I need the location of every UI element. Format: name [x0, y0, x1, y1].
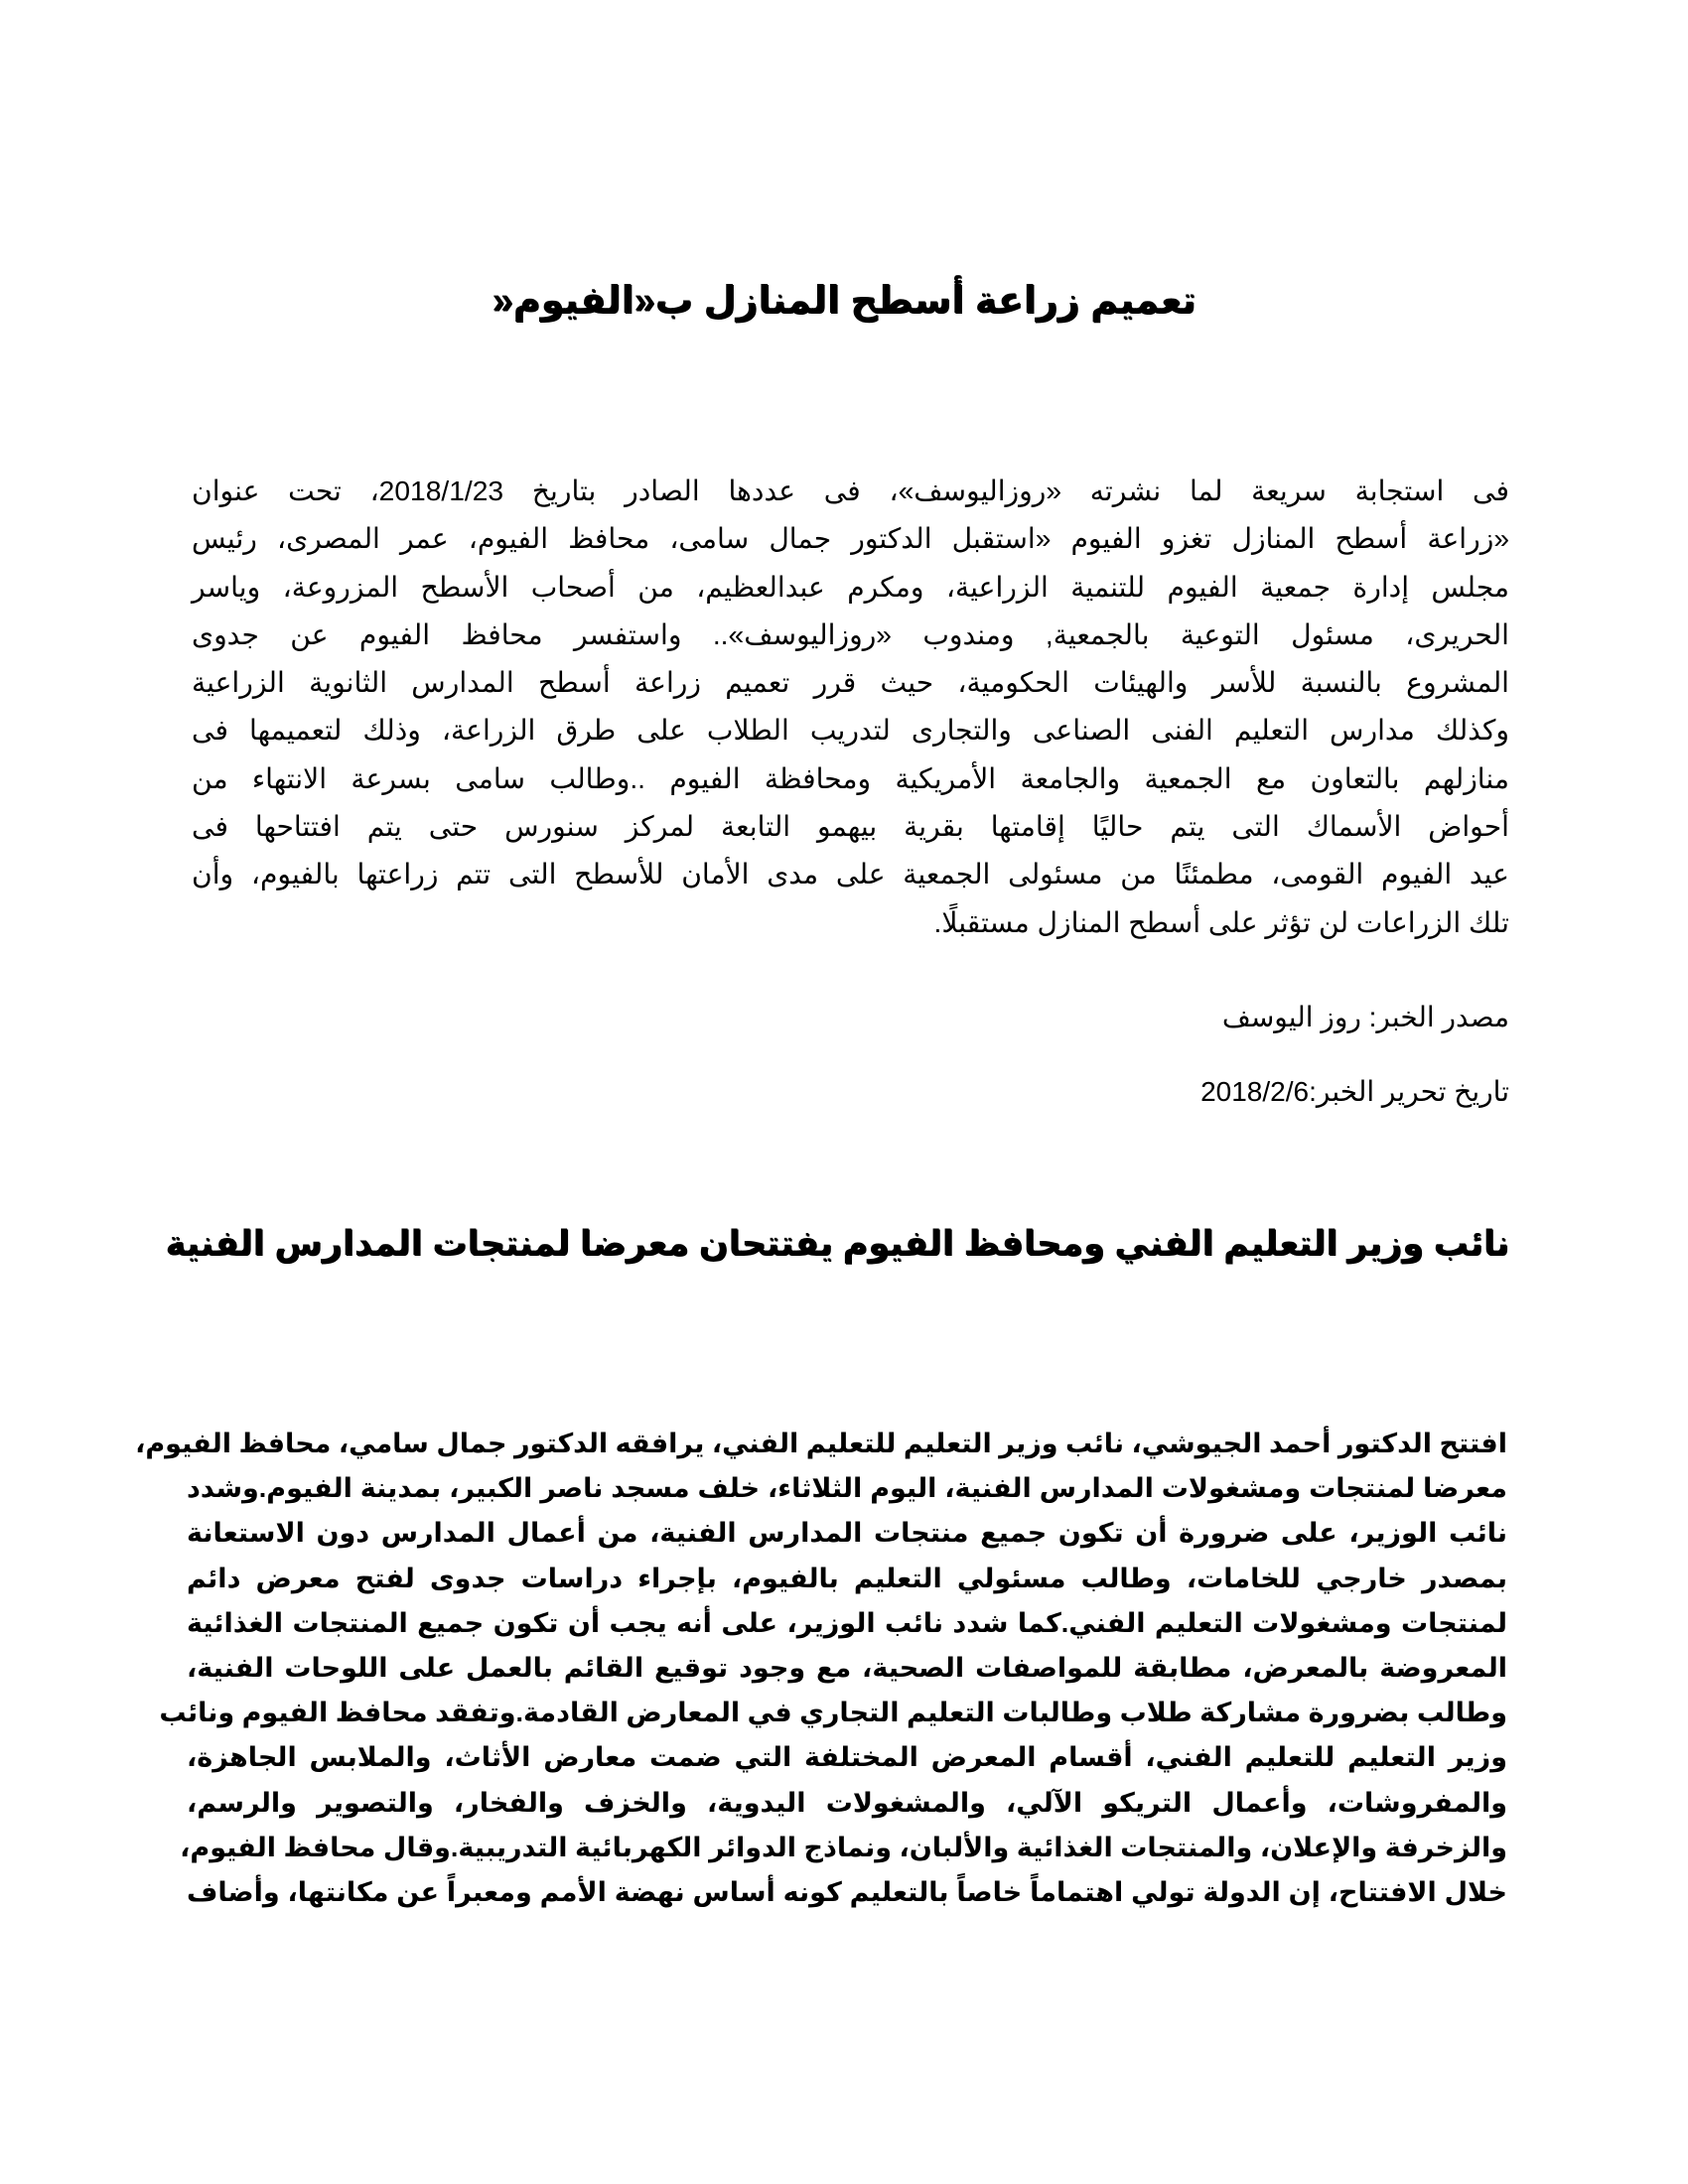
article-1-title: تعميم زراعة أسطح المنازل ب«الفيوم«: [492, 280, 1196, 322]
article-1-line: تلك الزراعات لن تؤثر على أسطح المنازل مستقبلًا.: [933, 905, 1509, 938]
article-2-line: خلال الافتتاح، إن الدولة تولي اهتماماً خاصاً بالتعليم كونه أساس نهضة الأمم ومعبراً عن مكانتها، وأضاف: [187, 1876, 1507, 1907]
article-1-line: المشروع بالنسبة للأسر والهيئات الحكومية، حيث قرر تعميم زراعة أسطح المدارس الثانوية الزراعية: [192, 666, 1509, 699]
article-1-line: منازلهم بالتعاون مع الجمعية والجامعة الأمريكية ومحافظة الفيوم ..وطالب سامى بسرعة الانتهاء من: [192, 761, 1509, 794]
article-1-line: أحواض الأسماك التى يتم حاليًا إقامتها بقرية بيهمو التابعة لمركز سنورس حتى يتم افتتاحها فى: [192, 810, 1509, 843]
article-2-line: وزير التعليم للتعليم الفني، أقسام المعرض المختلفة التي ضمت معارض الأثاث، والملابس الجاهزة،: [187, 1742, 1507, 1773]
article-2-line: وطالب بضرورة مشاركة طلاب وطالبات التعليم التجاري في المعارض القادمة.وتفقد محافظ الفيوم ونائب: [159, 1698, 1507, 1728]
article-2-line: معرضا لمنتجات ومشغولات المدارس الفنية، اليوم الثلاثاء، خلف مسجد ناصر الكبير، بمدينة الفيوم.وشدد: [187, 1473, 1507, 1504]
article-2-title: نائب وزير التعليم الفني ومحافظ الفيوم يفتتحان معرضا لمنتجات المدارس الفنية: [165, 1224, 1509, 1263]
article-2-line: والزخرفة والإعلان، والمنتجات الغذائية والألبان، ونماذج الدوائر الكهربائية التدريبية.وقال محافظ الفيوم،: [180, 1832, 1507, 1862]
article-2-body: [135, 1422, 1507, 1915]
article-2-line: المعروضة بالمعرض، مطابقة للمواصفات الصحية، مع وجود توقيع القائم بالعمل على اللوحات الفنية،: [187, 1652, 1507, 1683]
article-1-line: الحريرى، مسئول التوعية بالجمعية, ومندوب «روزاليوسف».. واستفسر محافظ الفيوم عن جدوى: [192, 617, 1509, 650]
article-1-line: وكذلك مدارس التعليم الفنى الصناعى والتجارى لتدريب الطلاب على طرق الزراعة، وذلك لتعميمها فى: [192, 714, 1509, 747]
article-1-body: [192, 467, 1509, 946]
article-1-line: فى استجابة سريعة لما نشرته «روزاليوسف»، فى عددها الصادر بتاريخ 2018/1/23، تحت عنوان: [192, 475, 1509, 506]
article-1-line: عيد الفيوم القومى، مطمئنًا من مسئولى الجمعية على مدى الأمان للأسطح التى تتم زراعتها بالفيوم، وأن: [192, 858, 1509, 890]
article-2-line: لمنتجات ومشغولات التعليم الفني.كما شدد نائب الوزير، على أنه يجب أن تكون جميع المنتجات الغذائية: [187, 1607, 1507, 1638]
article-2-line: نائب الوزير، على ضرورة أن تكون جميع منتجات المدارس الفنية، من أعمال المدارس دون الاستعانة: [187, 1518, 1507, 1549]
article-2-line: افتتح الدكتور أحمد الجيوشي، نائب وزير التعليم للتعليم الفني، يرافقه الدكتور جمال سامي، محافظ الفيوم،: [135, 1429, 1507, 1458]
article-2-line: بمصدر خارجي للخامات، وطالب مسئولي التعليم بالفيوم، بإجراء دراسات جدوى لفتح معرض دائم: [187, 1563, 1507, 1593]
article-1-line: «زراعة أسطح المنازل تغزو الفيوم «استقبل الدكتور جمال سامى، محافظ الفيوم، عمر المصرى، رئيس: [192, 522, 1509, 555]
article-1-line: مجلس إدارة جمعية الفيوم للتنمية الزراعية، ومكرم عبدالعظيم، من أصحاب الأسطح المزروعة، وياسر: [192, 570, 1509, 603]
article-1-date: تاريخ تحرير الخبر:2018/2/6: [1200, 1076, 1509, 1107]
article-1-source: مصدر الخبر: روز اليوسف: [1221, 1002, 1509, 1032]
article-2-line: والمفروشات، وأعمال التريكو الآلي، والمشغولات اليدوية، والخزف والفخار، والتصوير والرسم،: [187, 1787, 1507, 1818]
